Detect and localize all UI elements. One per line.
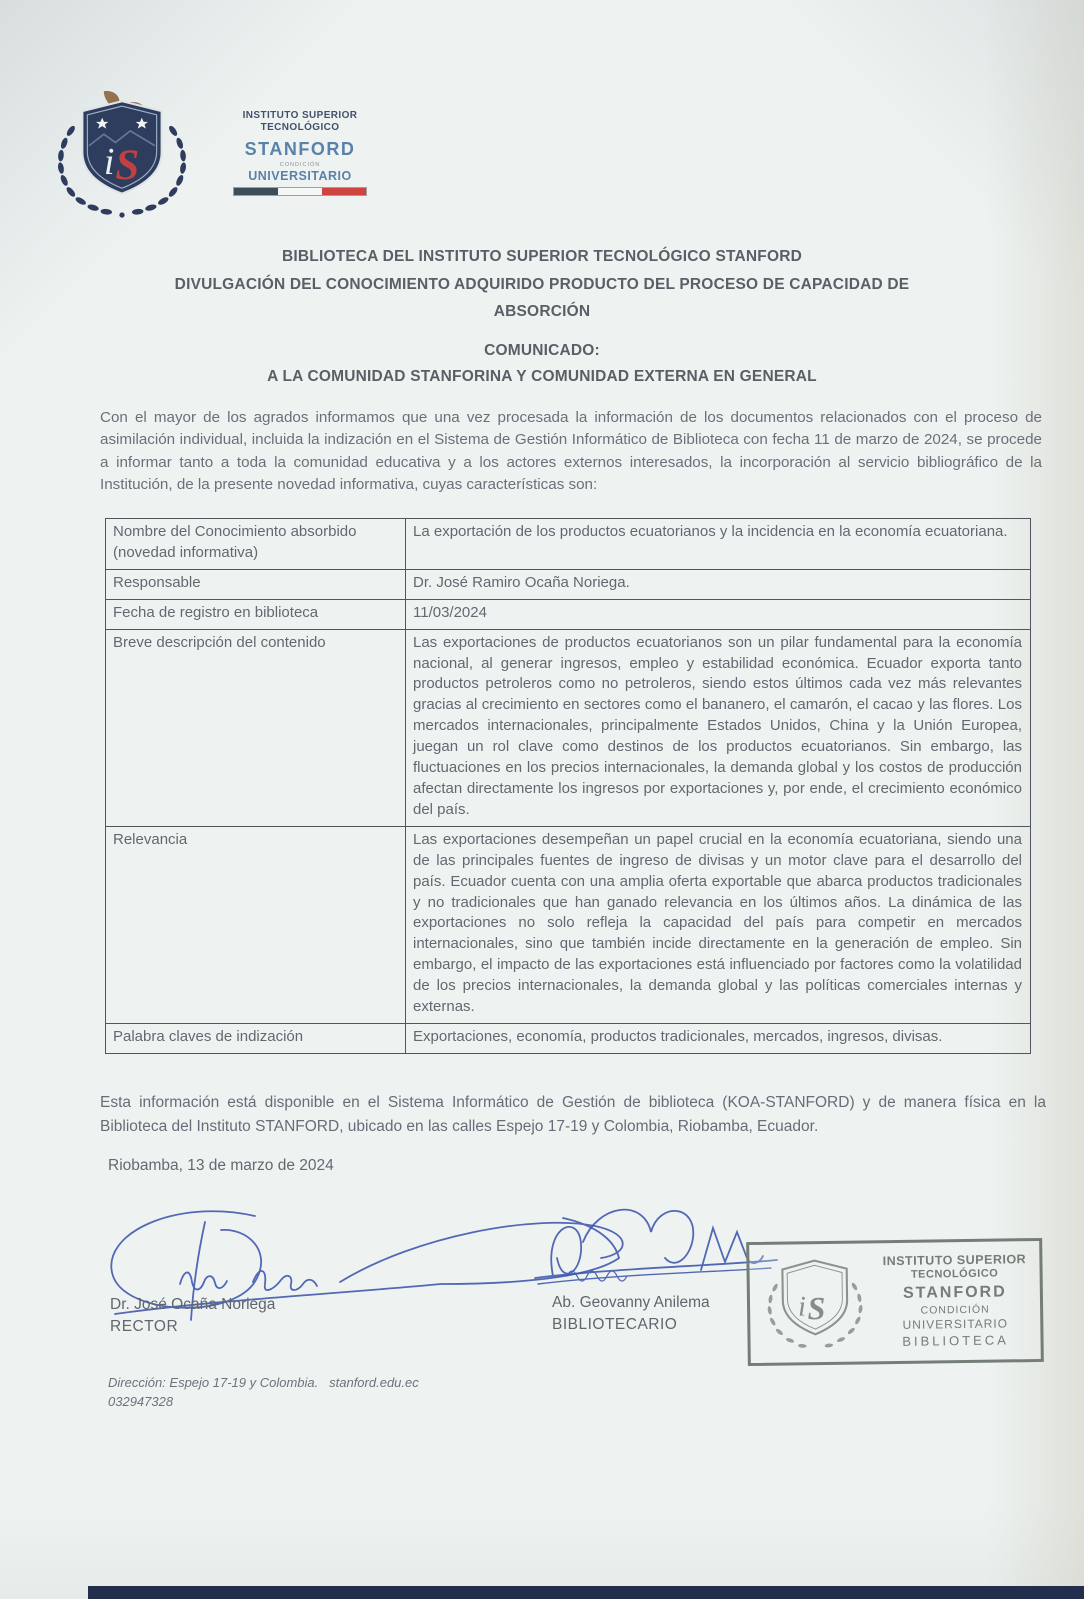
row-label: Relevancia: [106, 826, 406, 1023]
stamp-line: STANFORD: [902, 1283, 1007, 1302]
table-row: [106, 629, 1031, 826]
notice-heading: [60, 338, 1024, 390]
document-title: [60, 243, 1024, 326]
row-value: Las exportaciones desempeñan un papel crucial en la economía ecuatoriana, siendo una de las principales fuentes de ingreso de divisas y un motor clave para el desarrollo del país. Ecuador cuenta con una amplia oferta exportable que abarca productos tradicionales y no tradicionales que han ganado relevancia en los últimos años. La dinámica de las exportaciones no solo refleja la capacidad del país para competir en mercados internacionales, sino que también incide directamente en la generación de empleo. Sin embargo, el impacto de las exportaciones está influenciado por factores como la volatilidad de los precios internacionales, la demanda global y las políticas comerciales internas y externas.: [406, 826, 1031, 1023]
row-value: Dr. José Ramiro Ocaña Noriega.: [406, 569, 1031, 599]
stamp-crest-icon: [755, 1250, 874, 1356]
title-line2: DIVULGACIÓN DEL CONOCIMIENTO ADQUIRIDO PRODUCTO DEL PROCESO DE CAPACIDAD DE: [174, 275, 910, 293]
library-stamp: [746, 1238, 1044, 1366]
row-value: Las exportaciones de productos ecuatorianos son un pilar fundamental para la economía nacional, al generar ingresos, empleo y estabilidad económica. Ecuador exporta tanto productos petroleros como no petroleros, siendo estos últimos cada vez más relevantes gracias al crecimiento en sectores como el bananero, el camarón, el cacao y las flores. Los mercados internacionales, principalmente Estados Unidos, China y la Unión Europea, juegan un rol clave como destinos de los productos ecuatorianos. Sin embargo, las fluctuaciones en los precios internacionales, la demanda global y los costos de producción afectan directamente los ingresos por exportaciones y, por ende, el crecimiento económico del país.: [406, 629, 1031, 826]
scan-edge-bar: [88, 1586, 1084, 1599]
svg-text:i: i: [797, 1291, 807, 1323]
title-line1: BIBLIOTECA DEL INSTITUTO SUPERIOR TECNOLÓGICO STANFORD: [281, 248, 802, 265]
notice-audience: A LA COMUNIDAD STANFORINA Y COMUNIDAD EXTERNA EN GENERAL: [267, 368, 817, 385]
row-value: La exportación de los productos ecuatorianos y la incidencia en la economía ecuatoriana.: [406, 519, 1031, 570]
shield-icon: [82, 101, 161, 193]
footer-address: Dirección: Espejo 17-19 y Colombia.: [108, 1375, 319, 1390]
stamp-line: CONDICIÓN: [920, 1303, 990, 1317]
dateline: Riobamba, 13 de marzo de 2024: [108, 1157, 334, 1174]
rector-role: RECTOR: [110, 1318, 179, 1335]
table-row: [106, 519, 1031, 570]
flag-bar-icon: [233, 187, 367, 196]
intro-paragraph: Con el mayor de los agrados informamos que una vez procesada la información de los documentos relacionados con el proceso de asimilación individual, incluida la indización en el Sistema de Gestión Informático de Biblioteca con fecha 11 de marzo de 2024, se procede a informar tanto a toda la comunidad educativa y a los actores externos interesados, la incorporación al servicio bibliográfico de la Institución, de la presente novedad informativa, cuyas características son:: [100, 409, 1042, 493]
table-row: [106, 599, 1031, 629]
stamp-line: UNIVERSITARIO: [902, 1316, 1009, 1333]
monogram-s: S: [115, 141, 140, 189]
row-label: Palabra claves de indización: [106, 1023, 406, 1053]
institute-crest-logo: [34, 88, 210, 220]
bibliotecario-signature-icon: [535, 1210, 777, 1284]
row-label: Nombre del Conocimiento absorbido (novedad informativa): [106, 519, 406, 570]
svg-text:S: S: [807, 1290, 826, 1327]
row-value: Exportaciones, economía, productos tradicionales, mercados, ingresos, divisas.: [406, 1023, 1031, 1053]
row-label: Fecha de registro en biblioteca: [106, 599, 406, 629]
logo-wordmark: [220, 110, 380, 196]
footer: [108, 1373, 419, 1411]
bibliotecario-role: BIBLIOTECARIO: [552, 1316, 678, 1333]
logo-institute-line1: INSTITUTO SUPERIOR: [242, 110, 358, 121]
notice-label: COMUNICADO:: [484, 342, 600, 359]
monogram-i: i: [103, 140, 115, 183]
stamp-line: BIBLIOTECA: [902, 1332, 1009, 1350]
logo-institute-line2: TECNOLÓGICO: [260, 122, 340, 133]
logo-sub: UNIVERSITARIO: [248, 169, 352, 183]
row-label: Responsable: [106, 569, 406, 599]
logo-sub-small: CONDICIÓN: [279, 162, 321, 168]
title-line3: ABSORCIÓN: [493, 303, 591, 320]
table-row: [106, 569, 1031, 599]
availability-paragraph: Esta información está disponible en el Sistema Informático de Gestión de biblioteca (KOA-STANFORD) y de manera física en la Biblioteca del Instituto STANFORD, ubicado en las calles Espejo 17-19 y Colombia, Riobamba, Ecuador.: [100, 1094, 1046, 1135]
stamp-line: TECNOLÓGICO: [910, 1267, 999, 1282]
record-table: [105, 518, 1031, 1054]
row-label: Breve descripción del contenido: [106, 629, 406, 826]
rector-name: Dr. José Ocaña Noriega: [110, 1296, 276, 1313]
table-row: [106, 826, 1031, 1023]
row-value: 11/03/2024: [406, 599, 1031, 629]
footer-website: stanford.edu.ec: [329, 1375, 419, 1390]
footer-phone: 032947328: [108, 1394, 174, 1409]
stamp-line: INSTITUTO SUPERIOR: [882, 1251, 1027, 1268]
bibliotecario-name: Ab. Geovanny Anilema: [552, 1294, 710, 1311]
logo-name: STANFORD: [244, 139, 356, 159]
table-row: [106, 1023, 1031, 1053]
